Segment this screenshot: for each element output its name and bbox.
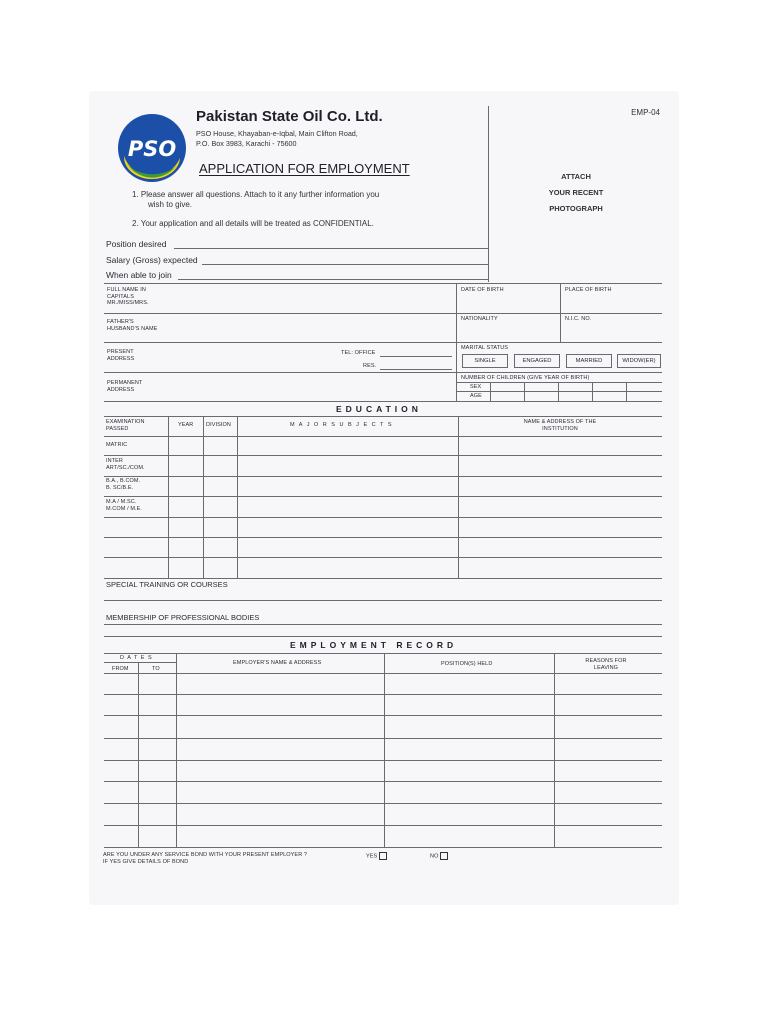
bond-no-option[interactable]: NO bbox=[430, 852, 448, 860]
col-year-header: YEAR bbox=[178, 422, 194, 428]
edu-row-matric: MATRIC bbox=[106, 442, 128, 448]
children-label: NUMBER OF CHILDREN (GIVE YEAR OF BIRTH) bbox=[461, 375, 590, 381]
when-able-field[interactable] bbox=[178, 279, 488, 280]
tel-office-field[interactable] bbox=[380, 356, 452, 357]
bond-yes-option[interactable]: YES bbox=[366, 852, 387, 860]
col-exam-header: EXAMINATION PASSED bbox=[106, 419, 145, 432]
sex-label: SEX bbox=[470, 384, 482, 390]
salary-expected-field[interactable] bbox=[202, 264, 488, 265]
positions-header: POSITION(S) HELD bbox=[441, 661, 493, 667]
salary-expected-label: Salary (Gross) expected bbox=[106, 255, 198, 265]
bond-yes-checkbox[interactable] bbox=[379, 852, 387, 860]
membership-field[interactable] bbox=[104, 624, 662, 625]
employer-header: EMPLOYER'S NAME & ADDRESS bbox=[233, 660, 322, 666]
special-training-field[interactable] bbox=[104, 600, 662, 601]
photo-label-3: PHOTOGRAPH bbox=[549, 204, 603, 213]
edu-row-ba: B.A., B.COM. B. SC/B.E. bbox=[106, 478, 141, 491]
col-division-header: DIVISION bbox=[206, 422, 231, 428]
present-address-label: PRESENT ADDRESS bbox=[107, 349, 135, 362]
place-of-birth-label: PLACE OF BIRTH bbox=[565, 287, 612, 293]
employment-title: EMPLOYMENT RECORD bbox=[290, 640, 458, 650]
col-subjects-header: M A J O R S U B J E C T S bbox=[290, 422, 394, 428]
age-label: AGE bbox=[470, 393, 482, 399]
bond-question: ARE YOU UNDER ANY SERVICE BOND WITH YOUR PRESENT EMPLOYER ? bbox=[103, 852, 308, 858]
dates-header: D A T E S bbox=[120, 655, 153, 661]
pso-logo bbox=[116, 112, 188, 184]
marital-engaged-box[interactable]: ENGAGED bbox=[514, 354, 560, 368]
when-able-label: When able to join bbox=[106, 270, 172, 280]
photo-label-2: YOUR RECENT bbox=[548, 188, 604, 197]
form-code: EMP-04 bbox=[631, 108, 660, 117]
special-training-label: SPECIAL TRAINING OR COURSES bbox=[106, 580, 228, 589]
bond-details-label: IF YES GIVE DETAILS OF BOND bbox=[103, 859, 189, 865]
marital-single-box[interactable]: SINGLE bbox=[462, 354, 508, 368]
position-desired-field[interactable] bbox=[174, 248, 488, 249]
education-title: EDUCATION bbox=[336, 404, 422, 414]
edu-row-inter: INTER ART/SC./COM. bbox=[106, 458, 145, 471]
fathers-name-label: FATHER'S HUSBAND'S NAME bbox=[107, 319, 158, 332]
instruction-2: 2. Your application and all details will be treated as CONFIDENTIAL. bbox=[132, 219, 374, 228]
from-header: FROM bbox=[112, 666, 129, 672]
nationality-label: NATIONALITY bbox=[461, 316, 498, 322]
marital-widow-box[interactable]: WIDOW(ER) bbox=[617, 354, 661, 368]
marital-married-box[interactable]: MARRIED bbox=[566, 354, 612, 368]
address-line-2: P.O. Box 3983, Karachi - 75600 bbox=[196, 139, 297, 148]
instruction-1: 1. Please answer all questions. Attach to it any further information you bbox=[132, 190, 380, 199]
edu-row-ma: M.A / M.SC. M.COM / M.E. bbox=[106, 499, 143, 512]
photo-label-1: ATTACH bbox=[561, 172, 591, 181]
svg-text:PSO: PSO bbox=[127, 137, 177, 161]
company-name: Pakistan State Oil Co. Ltd. bbox=[196, 108, 383, 125]
form-title: APPLICATION FOR EMPLOYMENT bbox=[199, 161, 410, 176]
col-institution-header: NAME & ADDRESS OF THE INSTITUTION bbox=[523, 419, 597, 432]
reasons-header: REASONS FOR LEAVING bbox=[585, 658, 627, 671]
marital-status-label: MARITAL STATUS bbox=[461, 345, 509, 351]
membership-label: MEMBERSHIP OF PROFESSIONAL BODIES bbox=[106, 613, 260, 622]
nic-label: N.I.C. NO. bbox=[565, 316, 592, 322]
date-of-birth-label: DATE OF BIRTH bbox=[461, 287, 504, 293]
tel-res-field[interactable] bbox=[380, 369, 452, 370]
full-name-label: FULL NAME IN CAPITALS MR./MISS/MRS. bbox=[107, 287, 149, 306]
address-line-1: PSO House, Khayaban-e-Iqbal, Main Clifton Road, bbox=[196, 129, 358, 138]
application-form bbox=[90, 92, 678, 904]
position-desired-label: Position desired bbox=[106, 239, 167, 249]
permanent-address-label: PERMANENT ADDRESS bbox=[107, 380, 143, 393]
instruction-1-cont: wish to give. bbox=[148, 200, 193, 209]
bond-no-checkbox[interactable] bbox=[440, 852, 448, 860]
tel-office-label: TEL: OFFICE bbox=[341, 350, 376, 356]
tel-res-label: RES. bbox=[363, 363, 377, 369]
to-header: TO bbox=[152, 666, 160, 672]
